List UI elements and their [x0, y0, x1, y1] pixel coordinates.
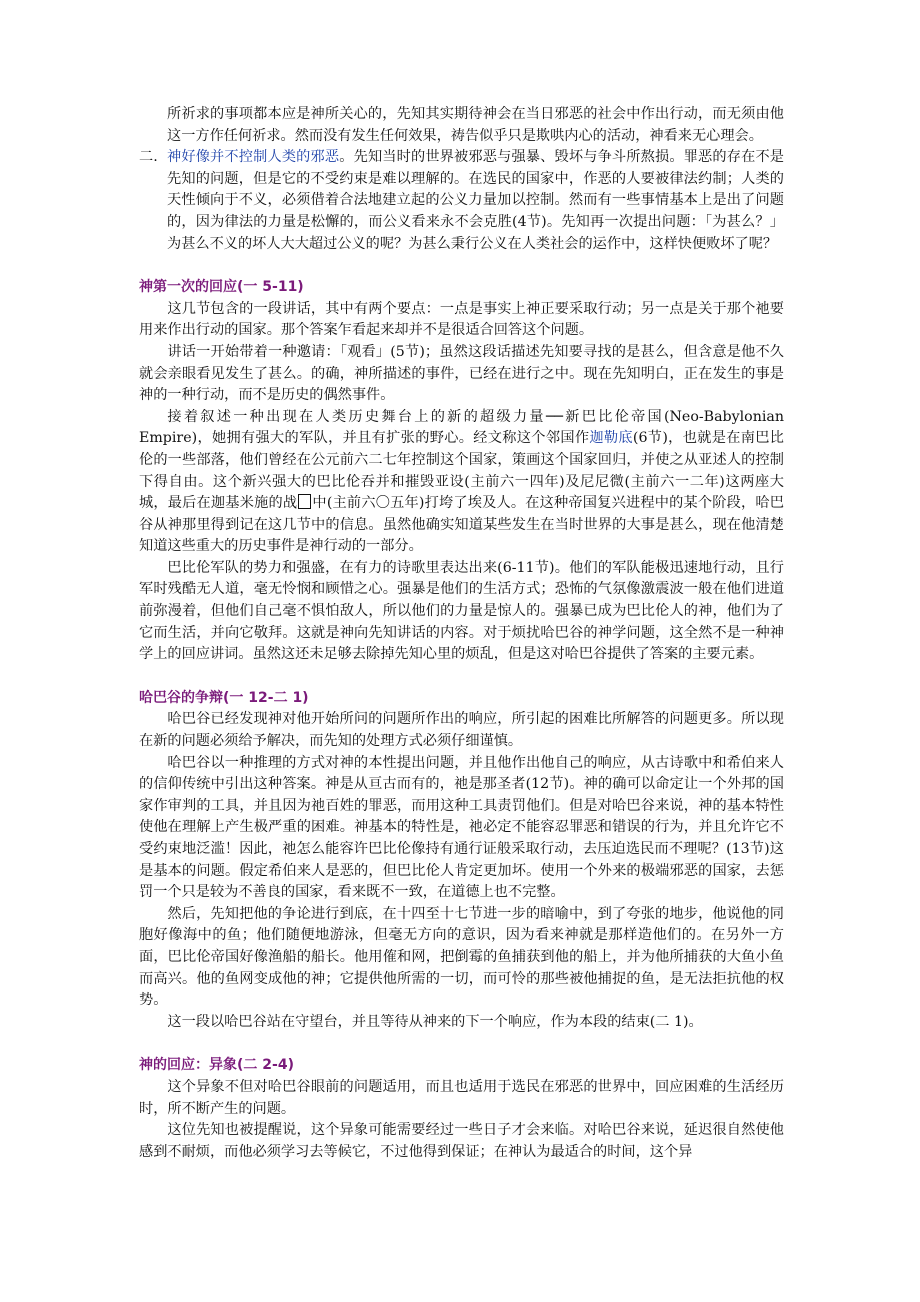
missing-glyph-box	[298, 494, 311, 509]
list-item-text: 。先知当时的世界被邪恶与强暴、毁坏与争斗所熬损。罪恶的存在不是先知的问题，但是它的不受约束是难以理解的。在选民的国家中，作恶的人要被律法约制；人类的天性倾向于不义，必须借着合法地建立起的公义力量加以控制。然而有一些事情基本上是出了问题的，因为律法的力量是松懈的，而公义看来永不会克胜(4节)。先知再一次提出问题：「为甚么？」为甚么不义的坏人大大超过公义的呢？为甚么秉行公义在人类社会的运作中，这样快便败坏了呢？	[167, 149, 784, 252]
paragraph: 哈巴谷以一种推理的方式对神的本性提出问题，并且他作出他自己的响应，从古诗歌中和希伯来人的信仰传统中引出这种答案。神是从亘古而有的，祂是那圣者(12节)。神的确可以命定让一个外邦的国家作审判的工具，并且因为祂百姓的罪恶，而用这种工具责罚他们。但是对哈巴谷来说，神的基本特性使他在理解上产生极严重的困难。神基本的特性是，祂必定不能容忍罪恶和错误的行为，并且允许它不受约束地泛滥！因此，祂怎么能容许巴比伦像持有通行证般采取行动，去压迫选民而不理呢？(13节)这是基本的问题。假定希伯来人是恶的，但巴比伦人肯定更加坏。使用一个外来的极端邪恶的国家，去惩罚一个只是较为不善良的国家，看来既不一致，在道德上也不完整。	[139, 754, 784, 901]
paragraph	[139, 407, 784, 558]
paragraph: 这位先知也被提醒说，这个异象可能需要经过一些日子才会来临。对哈巴谷来说，延迟很自然使他感到不耐烦，而他必须学习去等候它，不过他得到保证；在神认为最适合的时间，这个异	[139, 1122, 784, 1160]
paragraph: 然后，先知把他的争论进行到底，在十四至十七节进一步的暗喻中，到了夸张的地步，他说他的同胞好像海中的鱼；他们随便地游泳，但毫无方向的意识，因为看来神就是那样造他们的。在另外一方面，巴比伦帝国好像渔船的船长。他用傕和网，把倒霉的鱼捕获到他的船上，并为他所捕获的大鱼小鱼而高兴。他的鱼网变成他的神；它提供他所需的一切，而可怜的那些被他捕捉的鱼，是无法拒抗他的权势。	[139, 905, 784, 1009]
link-chaldea[interactable]: 迦勒底	[589, 430, 633, 447]
list-item-2	[139, 147, 784, 255]
list-item-number: 二.	[139, 149, 158, 166]
paragraph: 讲话一开始带着一种邀请：「观看」(5节)；虽然这段话描述先知要寻找的是甚么，但含意是他不久就会亲眼看见发生了甚么。的确，神所描述的事件，已经在进行之中。现在先知明白，正在发生的事是神的一种行动，而不是历史的偶然事件。	[139, 343, 784, 404]
paragraph-text: 接着叙述一种出现在人类历史舞台上的新的超级力量──新巴比伦帝国(Neo-Babylonian Empire)，她拥有强大的军队，并且有扩张的野心。经文称这个邻国作	[139, 408, 784, 447]
section-heading-vision: 神的回应：异象(二 2-4)	[139, 1057, 294, 1074]
paragraph: 这几节包含的一段讲话，其中有两个要点：一点是事实上神正要采取行动；另一点是关于那个祂要用来作出行动的国家。那个答案乍看起来却并不是很适合回答这个问题。	[139, 300, 784, 339]
paragraph: 这个异象不但对哈巴谷眼前的问题适用，而且也适用于选民在邪恶的世界中，回应困难的生活经历时，所不断产生的问题。	[139, 1078, 784, 1117]
paragraph-text: 中(主前六〇五年)打垮了埃及人。在这种帝国复兴进程中的某个阶段，哈巴谷从神那里得到记在这几节中的信息。虽然他确实知道某些发生在当时世界的大事是甚么，现在他清楚知道这些重大的历史事件是神行动的一部分。	[139, 495, 784, 555]
paragraph: 哈巴谷已经发现神对他开始所问的问题所作出的响应，所引起的困难比所解答的问题更多。所以现在新的问题必须给予解决，而先知的处理方式必须仔细谨慎。	[139, 711, 784, 750]
section-heading-habakkuk-argument: 哈巴谷的争辩(一 12-二 1)	[139, 689, 309, 706]
item-link-god-not-control-evil[interactable]: 神好像并不控制人类的邪恶	[167, 149, 340, 166]
intro-continuation: 所祈求的事项都本应是神所关心的，先知其实期待神会在当日邪恶的社会中作出行动，而无须由他这一方作任何祈求。然而没有发生任何效果，祷告似乎只是欺哄内心的活动，神看来无心理会。	[167, 106, 784, 144]
document-page	[139, 104, 784, 1163]
paragraph-text: (6节)，也就是在南巴比伦的一些部落，他们曾经在公元前六二七年控制这个国家，策画这个国家回归，并使之从亚述人的控制下得自由。这个新兴强大的巴比伦吞并和摧毁亚设(主前六一四年)及尼尼微(主前六一二年)这两座大城，最后在迦基米施的战	[139, 430, 784, 512]
paragraph: 这一段以哈巴谷站在守望台，并且等待从神来的下一个响应，作为本段的结束(二 1)。	[167, 1013, 703, 1030]
paragraph: 巴比伦军队的势力和强盛，在有力的诗歌里表达出来(6-11节)。他们的军队能极迅速地行动，且行军时残酷无人道，毫无怜悯和顾惜之心。强暴是他们的生活方式；恐怖的气氛像激震波一般在他们进道前弥漫着，但他们自己毫不惧怕敌人，所以他们的力量是惊人的。强暴已成为巴比伦人的神，他们为了它而生活，并向它敬拜。这就是神向先知讲话的内容。对于烦扰哈巴谷的神学问题，这全然不是一种神学上的回应讲词。虽然这还未足够去除掉先知心里的烦乱，但是这对哈巴谷提供了答案的主要元素。	[139, 559, 784, 663]
section-heading-first-response: 神第一次的回应(一 5-11)	[139, 279, 304, 296]
